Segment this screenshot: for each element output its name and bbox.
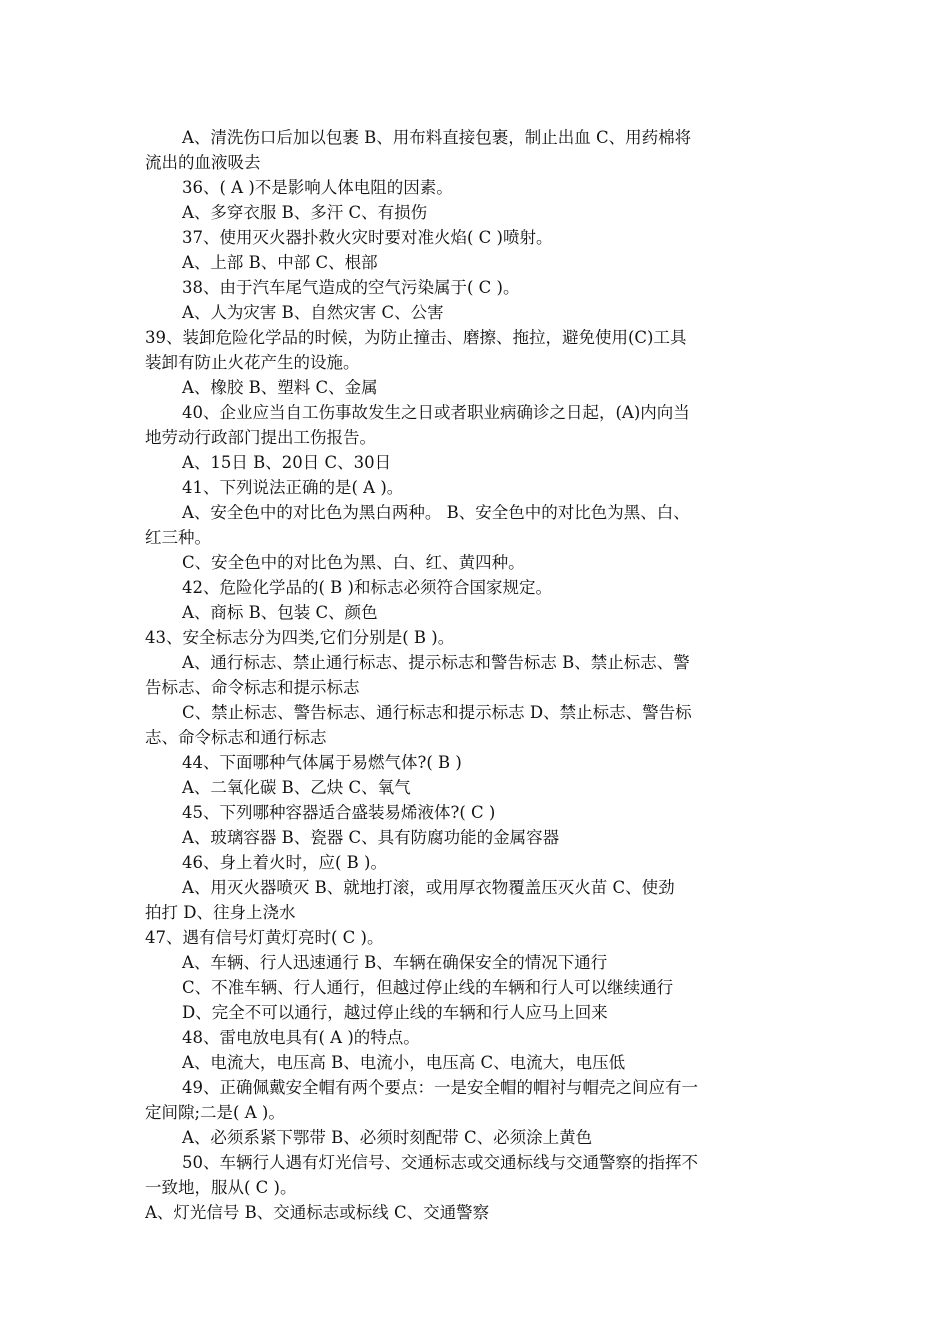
text-line: D、完全不可以通行，越过停止线的车辆和行人应马上回来 xyxy=(182,1003,608,1022)
document-body xyxy=(145,125,785,1225)
text-line: C、不准车辆、行人通行，但越过停止线的车辆和行人可以继续通行 xyxy=(182,978,674,997)
text-line: 一致地，服从( C )。 xyxy=(145,1178,297,1197)
text-line: 39、装卸危险化学品的时候，为防止撞击、磨擦、拖拉，避免使用(C)工具 xyxy=(145,328,687,347)
text-line: 50、车辆行人遇有灯光信号、交通标志或交通标线与交通警察的指挥不 xyxy=(182,1153,698,1172)
text-line: A、橡胶 B、塑料 C、金属 xyxy=(182,378,378,397)
text-line: 37、使用灭火器扑救火灾时要对准火焰( C )喷射。 xyxy=(182,228,553,247)
text-line: A、二氧化碳 B、乙炔 C、氧气 xyxy=(182,778,411,797)
text-line: 告标志、命令标志和提示标志 xyxy=(145,678,360,697)
text-line: A、15日 B、20日 C、30日 xyxy=(182,453,392,472)
text-line: 拍打 D、往身上浇水 xyxy=(145,903,296,922)
text-line: 36、( A )不是影响人体电阻的因素。 xyxy=(182,178,453,197)
text-line: 38、由于汽车尾气造成的空气污染属于( C )。 xyxy=(182,278,520,297)
text-line: 47、遇有信号灯黄灯亮时( C )。 xyxy=(145,928,384,947)
text-line: A、车辆、行人迅速通行 B、车辆在确保安全的情况下通行 xyxy=(182,953,608,972)
text-line: A、商标 B、包装 C、颜色 xyxy=(182,603,378,622)
text-line: A、多穿衣服 B、多汗 C、有损伤 xyxy=(182,203,428,222)
text-line: 志、命令标志和通行标志 xyxy=(145,728,327,747)
text-line: 43、安全标志分为四类,它们分别是( B )。 xyxy=(145,628,455,647)
text-line: A、电流大，电压高 B、电流小，电压高 C、电流大，电压低 xyxy=(182,1053,626,1072)
text-line: 装卸有防止火花产生的设施。 xyxy=(145,353,360,372)
text-line: 44、下面哪种气体属于易燃气体?( B ) xyxy=(182,753,462,772)
text-line: A、人为灾害 B、自然灾害 C、公害 xyxy=(182,303,444,322)
text-line: A、用灭火器喷灭 B、就地打滚，或用厚衣物覆盖压灭火苗 C、使劲 xyxy=(182,878,675,897)
text-line: A、安全色中的对比色为黑白两种。 B、安全色中的对比色为黑、白、 xyxy=(182,503,690,522)
text-line: 49、正确佩戴安全帽有两个要点：一是安全帽的帽衬与帽壳之间应有一 xyxy=(182,1078,698,1097)
text-line: 流出的血液吸去 xyxy=(145,153,261,172)
text-line: 48、雷电放电具有( A )的特点。 xyxy=(182,1028,420,1047)
text-line: A、上部 B、中部 C、根部 xyxy=(182,253,378,272)
text-line: A、通行标志、禁止通行标志、提示标志和警告标志 B、禁止标志、警 xyxy=(182,653,690,672)
text-line: A、灯光信号 B、交通标志或标线 C、交通警察 xyxy=(145,1203,490,1222)
text-line: 42、危险化学品的( B )和标志必须符合国家规定。 xyxy=(182,578,552,597)
text-line: A、玻璃容器 B、瓷器 C、具有防腐功能的金属容器 xyxy=(182,828,560,847)
text-line: 40、企业应当自工伤事故发生之日或者职业病确诊之日起，(A)内向当 xyxy=(182,403,690,422)
text-line: 定间隙;二是( A )。 xyxy=(145,1103,285,1122)
text-line: 红三种。 xyxy=(145,528,211,547)
text-line: C、安全色中的对比色为黑、白、红、黄四种。 xyxy=(182,553,525,572)
text-line: C、禁止标志、警告标志、通行标志和提示标志 D、禁止标志、警告标 xyxy=(182,703,692,722)
text-line: A、必须系紧下鄂带 B、必须时刻配带 C、必须涂上黄色 xyxy=(182,1128,593,1147)
text-line: 地劳动行政部门提出工伤报告。 xyxy=(145,428,376,447)
text-line: A、清洗伤口后加以包裹 B、用布料直接包裹，制止出血 C、用药棉将 xyxy=(182,128,692,147)
text-line: 41、下列说法正确的是( A )。 xyxy=(182,478,404,497)
text-line: 45、下列哪种容器适合盛装易烯液体?( C ) xyxy=(182,803,496,822)
text-line: 46、身上着火时，应( B )。 xyxy=(182,853,387,872)
